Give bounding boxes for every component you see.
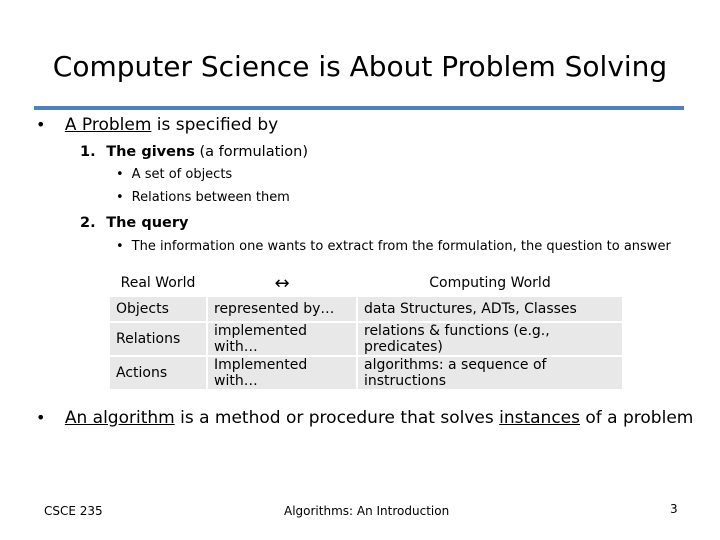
table-row xyxy=(110,357,622,389)
term-an-algorithm: An algorithm xyxy=(64,408,175,428)
page-number: 3 xyxy=(670,502,678,516)
table-header-row xyxy=(110,271,622,295)
header-real-world: Real World xyxy=(110,271,206,295)
table-cell: represented by… xyxy=(208,297,356,321)
footer-course: CSCE 235 xyxy=(44,504,103,518)
table-cell: data Structures, ADTs, Classes xyxy=(358,297,622,321)
bullet-problem xyxy=(36,115,278,135)
table-cell: relations & functions (e.g., predicates) xyxy=(358,323,622,355)
term-a-problem: A Problem xyxy=(64,115,152,135)
sub-bullet: • The information one wants to extract from the formulation, the question to answer xyxy=(116,239,671,254)
item-number: 1. xyxy=(80,144,96,160)
table-cell: Actions xyxy=(110,357,206,389)
bullet-algorithm xyxy=(36,408,693,428)
sub-bullet-text: The information one wants to extract from the formulation, the question to answer xyxy=(131,239,671,254)
bullet-algorithm-text: is a method or procedure that solves xyxy=(174,408,500,428)
sub-bullet: • A set of objects xyxy=(116,167,233,182)
term-the-query: The query xyxy=(106,215,189,231)
table-cell: implemented with… xyxy=(208,323,356,355)
bullet-algorithm-end: of a problem xyxy=(579,408,694,428)
bullet-marker: • xyxy=(36,115,46,134)
footer-title: Algorithms: An Introduction xyxy=(284,504,450,518)
slide-title: Computer Science is About Problem Solving xyxy=(52,50,668,83)
table-cell: Implemented with… xyxy=(208,357,356,389)
header-computing-world: Computing World xyxy=(358,271,622,295)
bullet-marker: • xyxy=(36,408,46,427)
term-instances: instances xyxy=(499,408,580,428)
table-row xyxy=(110,297,622,321)
table-cell: algorithms: a sequence of instructions xyxy=(358,357,622,389)
numbered-item-query xyxy=(80,215,188,231)
table-row xyxy=(110,323,622,355)
mapping-table xyxy=(108,269,624,391)
table-cell: Relations xyxy=(110,323,206,355)
item-number: 2. xyxy=(80,215,96,231)
header-arrow-icon: ↔ xyxy=(208,271,356,295)
sub-bullet-text: Relations between them xyxy=(131,190,290,205)
title-divider xyxy=(34,106,684,110)
table-cell: Objects xyxy=(110,297,206,321)
numbered-item-givens xyxy=(80,144,308,160)
bullet-problem-text: is specified by xyxy=(151,115,279,135)
sub-bullet: • Relations between them xyxy=(116,190,290,205)
term-the-givens: The givens xyxy=(106,144,195,160)
item-givens-text: (a formulation) xyxy=(194,144,309,160)
sub-bullet-text: A set of objects xyxy=(131,167,233,182)
